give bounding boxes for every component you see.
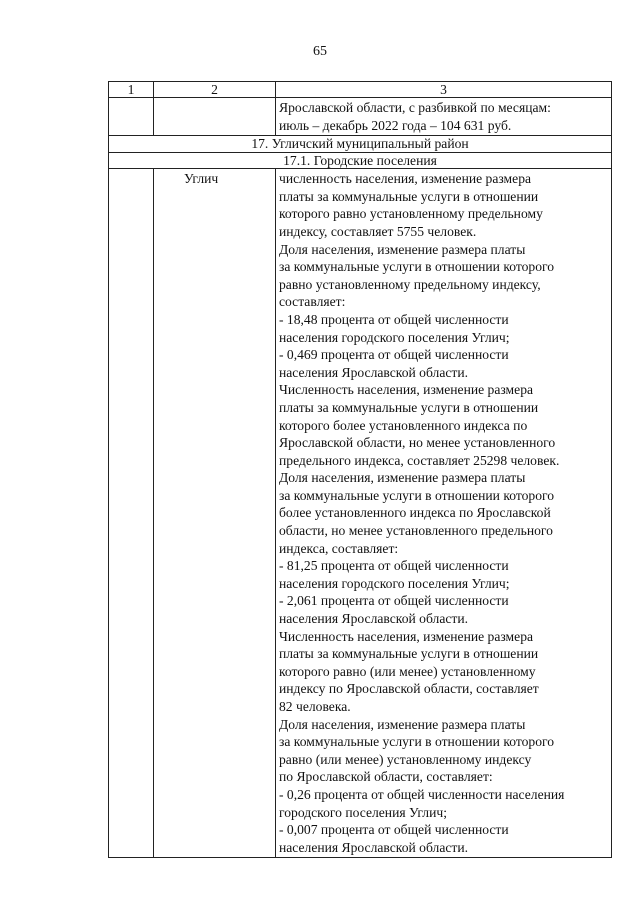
- header-col-2: 2: [154, 82, 276, 98]
- text-line: населения городского поселения Углич;: [279, 575, 510, 591]
- text-line: за коммунальные услуги в отношении которого: [279, 487, 555, 503]
- text-line: индекса, составляет:: [279, 540, 399, 556]
- text-line: городского поселения Углич;: [279, 804, 447, 820]
- text-line: - 2,061 процента от общей численности: [279, 593, 509, 609]
- row-col-1: [109, 169, 154, 858]
- text-line: индексу по Ярославской области, составляет: [279, 681, 539, 697]
- section-title: 17. Угличский муниципальный район: [109, 136, 612, 153]
- text-line: которого равно (или менее) установленному: [279, 663, 536, 679]
- text-line: - 18,48 процента от общей численности: [279, 311, 509, 327]
- locality-name: Углич: [154, 169, 276, 858]
- text-line: платы за коммунальные услуги в отношении: [279, 399, 539, 415]
- text-line: платы за коммунальные услуги в отношении: [279, 646, 539, 662]
- text-line: равно (или менее) установленному индексу: [279, 751, 532, 767]
- continuation-row: [109, 98, 612, 136]
- text-line: 82 человека.: [279, 699, 351, 714]
- text-line: которого более установленного индекса по: [279, 417, 528, 433]
- row-description: [276, 169, 612, 858]
- text-line: - 81,25 процента от общей численности: [279, 558, 509, 574]
- text-line: за коммунальные услуги в отношении которого: [279, 259, 555, 275]
- text-line: Ярославской области, с разбивкой по месяцам:: [279, 100, 551, 115]
- text-line: за коммунальные услуги в отношении которого: [279, 734, 555, 750]
- subsection-row: [109, 152, 612, 169]
- text-line: которого равно установленному предельному: [279, 206, 543, 222]
- text-line: предельного индекса, составляет 25298 человек.: [279, 452, 560, 468]
- text-line: населения Ярославской области.: [279, 611, 469, 627]
- text-line: июль – декабрь 2022 года – 104 631 руб.: [279, 117, 512, 133]
- page-number: 65: [313, 44, 327, 59]
- subsection-title: 17.1. Городские поселения: [109, 152, 612, 169]
- text-line: населения городского поселения Углич;: [279, 329, 510, 345]
- text-line: - 0,26 процента от общей численности населения: [279, 786, 565, 802]
- text-line: населения Ярославской области.: [279, 839, 469, 855]
- text-line: - 0,007 процента от общей численности: [279, 822, 509, 838]
- text-line: населения Ярославской области.: [279, 364, 469, 380]
- continuation-text: [276, 98, 612, 136]
- table-row: [109, 169, 612, 858]
- text-line: составляет:: [279, 294, 346, 310]
- section-row: [109, 136, 612, 153]
- table-header-row: [109, 82, 612, 98]
- text-line: по Ярославской области, составляет:: [279, 769, 493, 785]
- text-line: индексу, составляет 5755 человек.: [279, 223, 477, 239]
- text-line: численность населения, изменение размера: [279, 171, 532, 187]
- text-line: Доля населения, изменение размера платы: [279, 716, 526, 732]
- text-line: Доля населения, изменение размера платы: [279, 470, 526, 486]
- continuation-col-1: [109, 98, 154, 136]
- text-line: Численность населения, изменение размера: [279, 382, 534, 398]
- text-line: Ярославской области, но менее установленного: [279, 435, 556, 451]
- header-col-1: 1: [109, 82, 154, 98]
- text-line: платы за коммунальные услуги в отношении: [279, 188, 539, 204]
- header-col-3: 3: [276, 82, 612, 98]
- text-line: Численность населения, изменение размера: [279, 628, 534, 644]
- text-line: равно установленному предельному индексу,: [279, 276, 541, 292]
- text-line: более установленного индекса по Ярославской: [279, 505, 551, 521]
- text-line: - 0,469 процента от общей численности: [279, 347, 509, 363]
- continuation-col-2: [154, 98, 276, 136]
- text-line: области, но менее установленного предельного: [279, 523, 553, 539]
- text-line: Доля населения, изменение размера платы: [279, 241, 526, 257]
- data-table: [108, 81, 612, 858]
